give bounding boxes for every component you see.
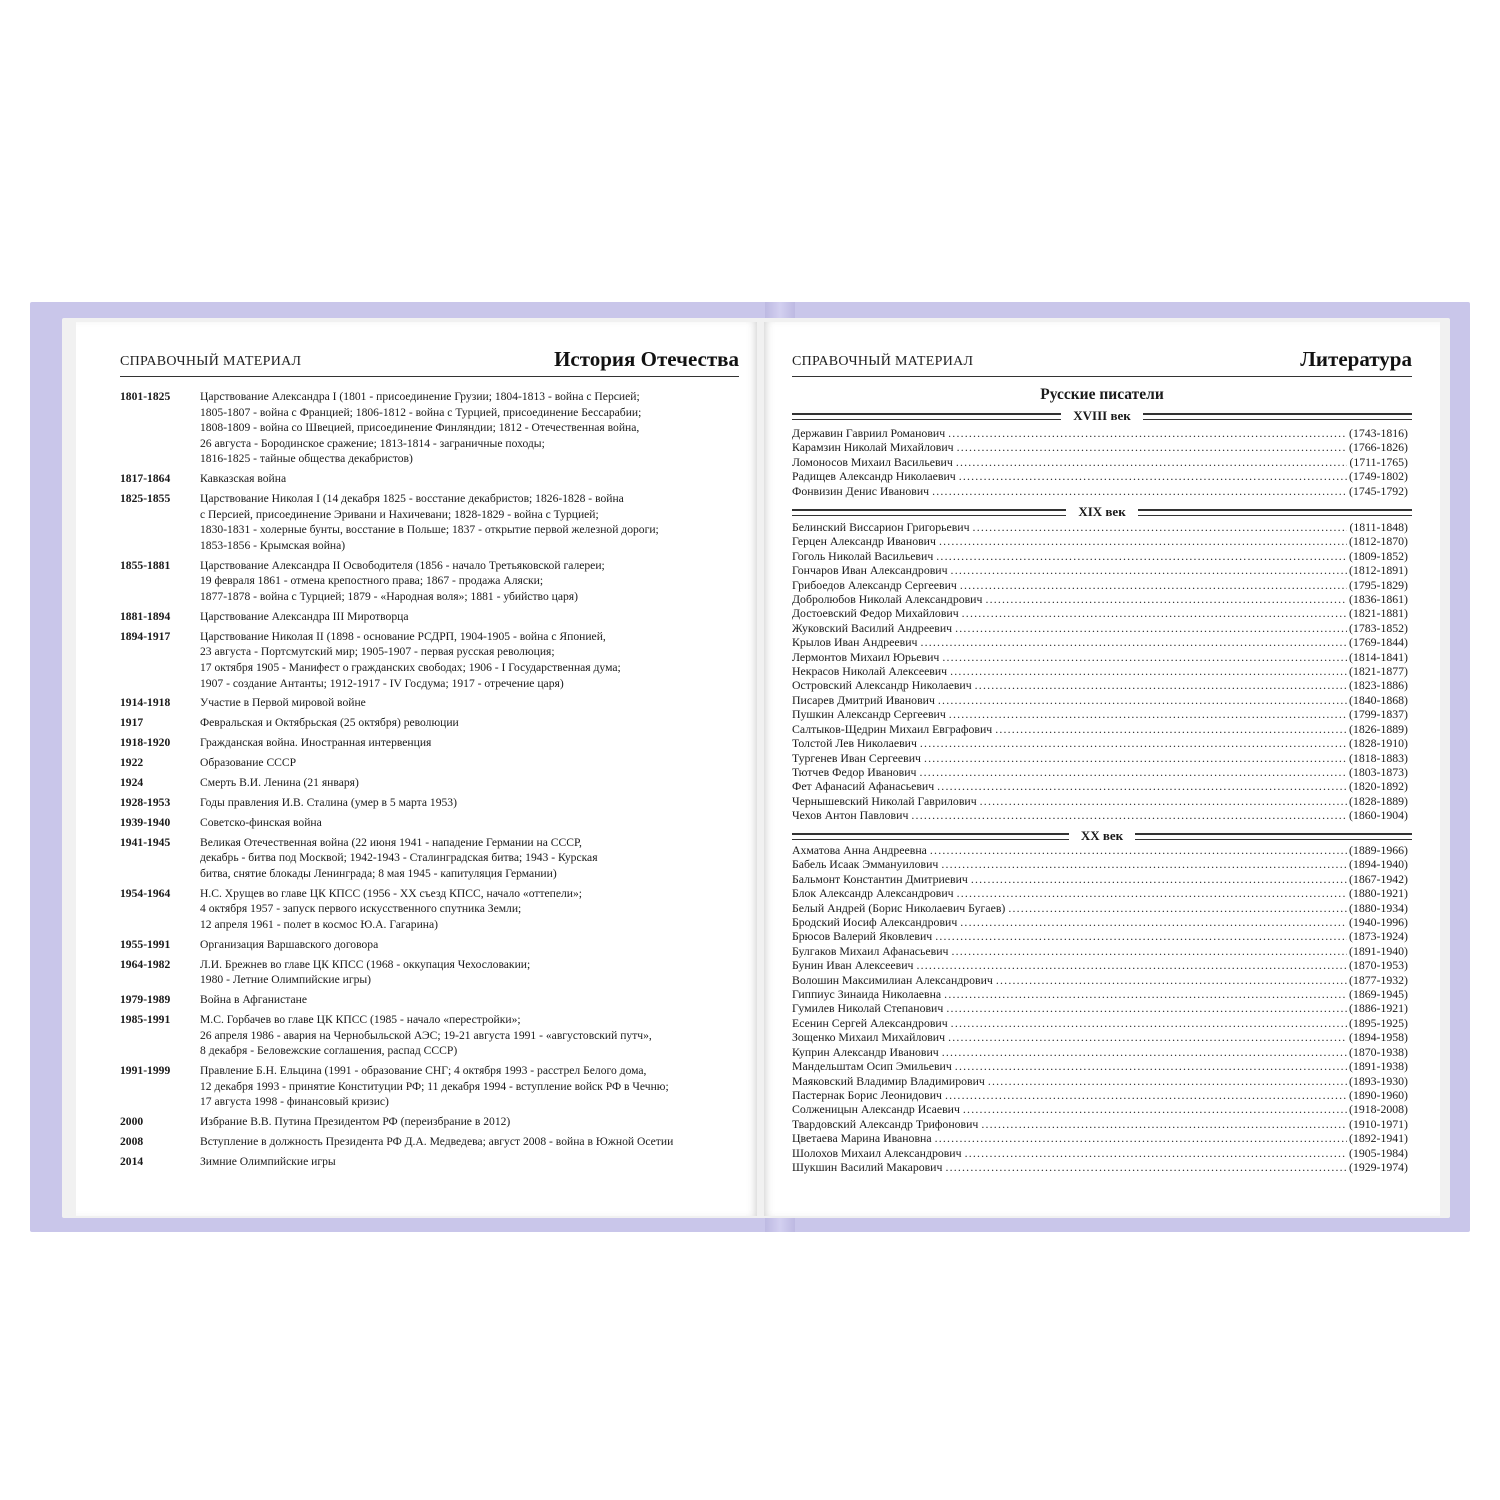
dot-leader [988,1074,1347,1088]
dot-leader [973,520,1348,534]
writer-row [792,678,1408,692]
dot-leader [971,872,1347,886]
dot-leader [960,578,1347,592]
writer-name: Салтыков-Щедрин Михаил Евграфович [792,721,993,736]
history-event [120,1114,743,1130]
event-years: 1985-1991 [120,1013,171,1027]
history-event [120,992,743,1008]
writer-name: Бунин Иван Алексеевич [792,958,914,973]
writer-name: Булгаков Михаил Афанасьевич [792,943,949,958]
writer-row [792,915,1408,929]
event-years: 1955-1991 [120,937,171,951]
writer-years: (1873-1924) [1349,929,1408,944]
dot-leader [985,592,1347,606]
writer-years: (1828-1889) [1349,793,1408,808]
dot-leader [945,1160,1347,1174]
century-rule [1135,833,1412,840]
history-event [120,695,743,711]
event-years: 1928-1953 [120,795,171,809]
history-event [120,389,743,467]
event-years: 1855-1881 [120,558,171,572]
event-years: 1954-1964 [120,886,171,900]
event-years: 1918-1920 [120,736,171,750]
writer-row [792,722,1408,736]
writer-years: (1894-1958) [1349,1030,1408,1045]
writer-row [792,693,1408,707]
event-years: 1922 [120,756,144,770]
writer-years: (1940-1996) [1349,915,1408,930]
writer-name: Державин Гавриил Романович [792,426,946,440]
writer-row [792,534,1408,548]
left-page [76,322,757,1216]
event-text: Гражданская война. Иностранная интервенция [200,736,432,750]
writer-name: Гиппиус Зинаида Николаевна [792,987,942,1002]
writer-row [792,1001,1408,1015]
event-text: Н.С. Хрущев во главе ЦК КПСС (1956 - XX съезд КПСС, начало «оттепели»; 4 октября 1957 - запуск первого искусственного спутника Земли; 12 апреля 1961 - полет в космос Ю.А. Гагарина) [200,886,583,931]
writer-row [792,958,1408,972]
history-event [120,715,743,731]
writer-name: Радищев Александр Николаевич [792,469,956,484]
writer-name: Достоевский Федор Михайлович [792,606,959,621]
dot-leader [946,1001,1347,1015]
writer-years: (1818-1883) [1349,750,1408,765]
history-event [120,629,743,691]
event-text: Великая Отечественная война (22 июня 1941 - нападение Германии на СССР, декабрь - битва под Москвой; 1942-1943 - Сталинградская битва; 1943 - Курская битва, снятие блокады Ленинграда; 8 мая 1945 - капитуляция Германии) [200,835,598,880]
writer-row [792,664,1408,678]
writer-years: (1905-1984) [1349,1145,1408,1160]
dot-leader [939,534,1347,548]
event-years: 1924 [120,776,144,790]
writer-years: (1812-1891) [1349,563,1408,578]
dot-leader [935,929,1347,943]
left-page-header [120,342,739,377]
writer-name: Зощенко Михаил Михайлович [792,1030,946,1045]
writer-row [792,779,1408,793]
left-page-title: История Отечества [554,347,739,371]
writer-years: (1889-1966) [1349,843,1408,857]
writer-years: (1870-1938) [1349,1044,1408,1059]
writer-row [792,751,1408,765]
dot-leader [945,1088,1347,1102]
dot-leader [1008,901,1347,915]
event-years: 1939-1940 [120,815,171,829]
writer-years: (1860-1904) [1349,808,1408,823]
writer-years: (1821-1877) [1349,664,1408,679]
writer-years: (1749-1802) [1349,469,1408,484]
writer-name: Некрасов Николай Алексеевич [792,664,948,679]
dot-leader [924,751,1347,765]
writer-years: (1743-1816) [1349,426,1408,440]
dot-leader [935,1131,1347,1145]
writer-row [792,872,1408,886]
writer-name: Белый Андрей (Борис Николаевич Бугаев) [792,900,1006,915]
writer-years: (1828-1910) [1349,736,1408,751]
history-event [120,558,743,605]
writer-years: (1769-1844) [1349,635,1408,650]
writer-row [792,1160,1408,1174]
writer-row [792,944,1408,958]
dot-leader [911,808,1347,822]
dot-leader [938,693,1347,707]
dot-leader [956,455,1348,469]
dot-leader [942,650,1347,664]
writer-years: (1886-1921) [1349,1001,1408,1016]
writer-years: (1890-1960) [1349,1087,1408,1102]
writer-years: (1840-1868) [1349,692,1408,707]
writer-row [792,794,1408,808]
event-text: М.С. Горбачев во главе ЦК КПСС (1985 - начало «перестройки»; 26 апреля 1986 - авария на Чернобыльской АЭС; 19-21 августа 1991 - «августовский путч», 8 декабря - Беловежские соглашения, распад СССР) [200,1013,652,1058]
writer-name: Волошин Максимилиан Александрович [792,972,993,987]
dot-leader [963,1102,1347,1116]
dot-leader [920,635,1347,649]
writer-row [792,901,1408,915]
history-event [120,795,743,811]
writer-name: Крылов Иван Андреевич [792,635,918,650]
writer-years: (1892-1941) [1349,1131,1408,1146]
century-heading-19 [792,504,1412,520]
writer-name: Белинский Виссарион Григорьевич [792,520,970,534]
event-years: 1881-1894 [120,609,171,623]
writer-name: Пастернак Борис Леонидович [792,1087,942,1102]
dot-leader [960,915,1347,929]
century-rule [792,413,1061,420]
left-page-kicker: СПРАВОЧНЫЙ МАТЕРИАЛ [120,354,302,369]
writer-row [792,606,1408,620]
writer-years: (1867-1942) [1349,871,1408,886]
history-event [120,937,743,953]
century-rule [792,509,1066,516]
history-event [120,1154,743,1170]
writer-row [792,440,1408,454]
dot-leader [981,1117,1347,1131]
event-years: 1941-1945 [120,835,171,849]
history-event [120,886,743,933]
writer-name: Шукшин Василий Макарович [792,1159,943,1174]
dot-leader [975,678,1347,692]
dot-leader [916,958,1347,972]
event-text: Правление Б.Н. Ельцина (1991 - образование СНГ; 4 октября 1993 - расстрел Белого дома, 12 декабря 1993 - принятие Конституции РФ; 11 декабря 1994 - вступление войск РФ в Чечню; 17 августа 1998 - финансовый кризис) [200,1064,669,1109]
event-years: 1979-1989 [120,993,171,1007]
writer-years: (1826-1889) [1349,721,1408,736]
right-page [764,322,1440,1216]
writer-row [792,635,1408,649]
writer-name: Бродский Иосиф Александрович [792,915,958,930]
writer-row [792,736,1408,750]
event-years: 1894-1917 [120,629,171,643]
writer-name: Карамзин Николай Михайлович [792,440,954,455]
writer-name: Твардовский Александр Трифонович [792,1116,979,1131]
event-years: 1991-1999 [120,1064,171,1078]
writer-row [792,592,1408,606]
writer-name: Чехов Антон Павлович [792,808,909,823]
writer-name: Грибоедов Александр Сергеевич [792,577,957,592]
writer-name: Есенин Сергей Александрович [792,1015,948,1030]
writer-row [792,520,1408,534]
writer-name: Фет Афанасий Афанасьевич [792,779,935,794]
writer-name: Солженицын Александр Исаевич [792,1102,960,1117]
writer-years: (1880-1934) [1349,900,1408,915]
event-text: Избрание В.В. Путина Президентом РФ (переизбрание в 2012) [200,1115,511,1129]
writer-row [792,578,1408,592]
writer-years: (1803-1873) [1349,764,1408,779]
writer-name: Фонвизин Денис Иванович [792,483,930,498]
dot-leader [980,794,1347,808]
writer-row [792,1045,1408,1059]
event-years: 2014 [120,1155,144,1169]
event-text: Организация Варшавского договора [200,937,379,951]
history-timeline [120,389,743,1174]
writer-years: (1783-1852) [1349,620,1408,635]
writer-row [792,1074,1408,1088]
dot-leader [948,1030,1347,1044]
dot-leader [957,440,1347,454]
writer-row [792,549,1408,563]
writer-name: Бабель Исаак Эммануилович [792,857,939,872]
writer-name: Брюсов Валерий Яковлевич [792,929,933,944]
writer-name: Куприн Александр Иванович [792,1044,939,1059]
dot-leader [996,973,1347,987]
dot-leader [951,563,1347,577]
history-event [120,609,743,625]
right-page-title: Литература [1300,347,1412,371]
event-years: 2000 [120,1115,144,1129]
dot-leader [936,549,1347,563]
writer-name: Гумилев Николай Степанович [792,1001,944,1016]
writer-years: (1895-1925) [1349,1015,1408,1030]
event-text: Кавказская война [200,472,287,486]
history-event [120,1063,743,1110]
writer-row [792,886,1408,900]
writer-row [792,987,1408,1001]
event-text: Зимние Олимпийские игры [200,1155,336,1169]
dot-leader [942,1045,1347,1059]
dot-leader [949,707,1347,721]
writer-years: (1812-1870) [1349,534,1408,549]
writer-row [792,650,1408,664]
writer-name: Тютчев Федор Иванович [792,764,917,779]
writer-row [792,929,1408,943]
history-event [120,957,743,988]
event-years: 1964-1982 [120,957,171,971]
writers-list-20 [792,843,1408,1174]
writer-row [792,1088,1408,1102]
writer-row [792,857,1408,871]
writer-row [792,843,1408,857]
writer-years: (1870-1953) [1349,958,1408,973]
century-label: XVIII век [1073,408,1131,423]
writer-years: (1869-1945) [1349,987,1408,1002]
writer-name: Островский Александр Николаевич [792,678,972,693]
dot-leader [944,987,1347,1001]
writer-row [792,973,1408,987]
dot-leader [948,426,1347,440]
history-event [120,835,743,882]
writer-years: (1929-1974) [1349,1159,1408,1174]
event-years: 1801-1825 [120,390,171,403]
writer-years: (1823-1886) [1349,678,1408,693]
history-event [120,1134,743,1150]
writer-name: Жуковский Василий Андреевич [792,620,953,635]
history-event [120,471,743,487]
writer-name: Гоголь Николай Васильевич [792,548,934,563]
writer-name: Пушкин Александр Сергеевич [792,707,946,722]
writer-years: (1795-1829) [1349,577,1408,592]
writer-name: Цветаева Марина Ивановна [792,1131,932,1146]
writer-years: (1918-2008) [1349,1102,1408,1117]
writer-years: (1814-1841) [1349,649,1408,664]
dot-leader [965,1146,1347,1160]
event-text: Вступление в должность Президента РФ Д.А. Медведева; август 2008 - война в Южной Осетии [200,1135,674,1149]
writer-years: (1880-1921) [1349,886,1408,901]
writer-name: Добролюбов Николай Александрович [792,592,983,607]
event-text: Война в Афганистане [200,993,307,1007]
writer-years: (1877-1932) [1349,972,1408,987]
writer-years: (1820-1892) [1349,779,1408,794]
writer-row [792,1146,1408,1160]
writers-heading: Русские писатели [1040,386,1164,403]
writer-years: (1745-1792) [1349,483,1408,498]
event-text: Царствование Николая II (1898 - основание РСДРП, 1904-1905 - война с Японией, 23 августа - Портсмутский мир; 1905-1907 - первая русская революция; 17 октября 1905 - Манифест о гражданских свободах; 1906 - I Государственная дума; 1907 - создание Антанты; 1912-1917 - IV Госдума; 1917 - отречение царя) [200,629,621,690]
writer-row [792,469,1408,483]
dot-leader [930,843,1347,857]
event-years: 2008 [120,1135,144,1149]
writer-name: Гончаров Иван Александрович [792,563,948,578]
century-rule [792,833,1069,840]
dot-leader [941,857,1347,871]
writer-name: Бальмонт Константин Дмитриевич [792,871,968,886]
dot-leader [955,621,1347,635]
writer-name: Шолохов Михаил Александрович [792,1145,962,1160]
dot-leader [995,722,1347,736]
dot-leader [919,765,1347,779]
writer-years: (1836-1861) [1349,592,1408,607]
dot-leader [955,1059,1347,1073]
writer-name: Писарев Дмитрий Иванович [792,692,935,707]
writer-row [792,426,1408,440]
writer-row [792,1117,1408,1131]
event-text: Участие в Первой мировой войне [200,696,366,710]
writer-years: (1811-1848) [1349,520,1408,534]
event-text: Л.И. Брежнев во главе ЦК КПСС (1968 - оккупация Чехословакии; 1980 - Летние Олимпийские игры) [200,957,531,987]
writer-row [792,621,1408,635]
dot-leader [932,484,1347,498]
writer-years: (1821-1881) [1349,606,1408,621]
writer-years: (1891-1938) [1349,1059,1408,1074]
dot-leader [959,469,1347,483]
history-event [120,1012,743,1059]
century-heading-20 [792,828,1412,844]
writer-years: (1711-1765) [1349,454,1408,469]
writer-name: Мандельштам Осип Эмильевич [792,1059,952,1074]
writer-name: Толстой Лев Николаевич [792,736,917,751]
writer-row [792,484,1408,498]
event-text: Царствование Александра III Миротворца [200,609,409,623]
writer-name: Блок Александр Александрович [792,886,954,901]
event-text: Образование СССР [200,756,297,770]
writer-row [792,1030,1408,1044]
writers-list-18 [792,426,1408,498]
dot-leader [920,736,1347,750]
event-years: 1917 [120,716,144,730]
writer-years: (1799-1837) [1349,707,1408,722]
writer-years: (1891-1940) [1349,943,1408,958]
event-text: Смерть В.И. Ленина (21 января) [200,776,359,790]
writer-row [792,563,1408,577]
writer-name: Ахматова Анна Андреевна [792,843,927,857]
writer-years: (1894-1940) [1349,857,1408,872]
dot-leader [937,779,1347,793]
century-rule [1143,413,1412,420]
event-text: Годы правления И.В. Сталина (умер в 5 марта 1953) [200,795,457,809]
event-years: 1817-1864 [120,472,171,486]
dot-leader [951,944,1347,958]
writer-row [792,707,1408,721]
writer-years: (1766-1826) [1349,440,1408,455]
writer-years: (1910-1971) [1349,1116,1408,1131]
century-heading-18 [792,408,1412,424]
writers-list-19 [792,520,1408,823]
history-event [120,735,743,751]
century-label: XX век [1080,828,1124,843]
writer-name: Лермонтов Михаил Юрьевич [792,649,940,664]
history-event [120,755,743,771]
event-text: Царствование Александра II Освободителя (1856 - начало Третьяковской галереи; 19 февраля 1861 - отмена крепостного права; 1867 - продажа Аляски; 1877-1878 - война с Турцией; 1879 - «Народная воля»; 1881 - убийство царя) [200,558,605,604]
writer-row [792,1102,1408,1116]
event-years: 1914-1918 [120,696,171,710]
writer-name: Тургенев Иван Сергеевич [792,750,921,765]
event-text: Февральская и Октябрьская (25 октября) революции [200,716,459,730]
writer-name: Ломоносов Михаил Васильевич [792,454,953,469]
century-label: XIX век [1078,504,1126,519]
history-event [120,775,743,791]
writer-years: (1809-1852) [1349,548,1408,563]
dot-leader [957,886,1347,900]
dot-leader [962,606,1347,620]
writer-years: (1893-1930) [1349,1073,1408,1088]
history-event [120,491,743,553]
writer-name: Чернышевский Николай Гаврилович [792,793,977,808]
writer-name: Маяковский Владимир Владимирович [792,1073,985,1088]
writer-row [792,1016,1408,1030]
writer-row [792,455,1408,469]
event-text: Царствование Николая I (14 декабря 1825 - восстание декабристов; 1826-1828 - война с Персией, присоединение Эривани и Нахичевани; 1828-1829 - война с Турцией; 1830-1831 - холерные бунты, восстание в Польше; 1837 - открытие первой железной дороги; 1853-1856 - Крымская война) [200,492,659,552]
right-page-header [792,342,1412,377]
dot-leader [950,664,1347,678]
writer-name: Герцен Александр Иванович [792,534,936,549]
right-page-kicker: СПРАВОЧНЫЙ МАТЕРИАЛ [792,354,974,369]
history-event [120,815,743,831]
writer-row [792,808,1408,822]
writer-row [792,1059,1408,1073]
writer-row [792,765,1408,779]
writer-row [792,1131,1408,1145]
event-text: Советско-финская война [200,815,322,829]
event-years: 1825-1855 [120,492,171,506]
event-text: Царствование Александра I (1801 - присоединение Грузии; 1804-1813 - война с Персией; 1805-1807 - война с Францией; 1806-1812 - война с Турцией, присоединение Бессарабии; 1808-1809 - война со Швецией, присоединение Финляндии; 1812 - Отечественная война, 26 августа - Бородинское сражение; 1813-1814 - заграничные походы; 1816-1825 - тайные общества декабристов) [200,390,642,466]
dot-leader [951,1016,1347,1030]
century-rule [1138,509,1412,516]
